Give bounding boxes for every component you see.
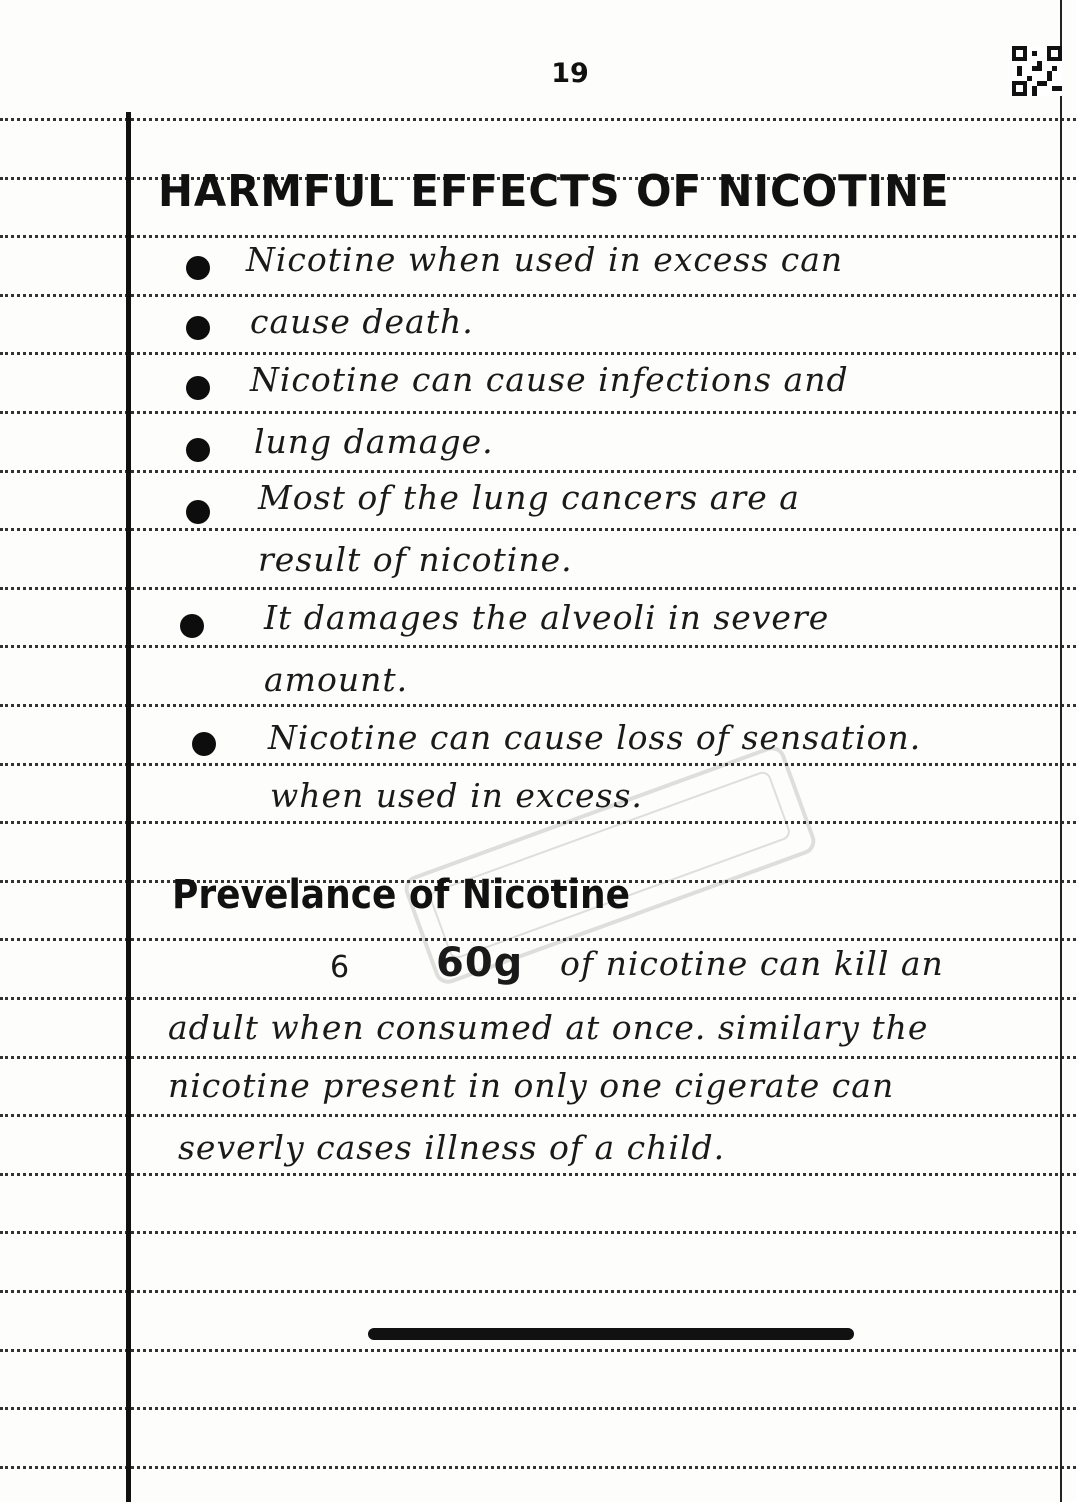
ruled-line	[0, 470, 1076, 473]
ruled-line	[0, 1407, 1076, 1410]
ruled-line	[0, 704, 1076, 707]
ruled-line	[0, 1231, 1076, 1234]
text-line: adult when consumed at once. similary the	[168, 1008, 929, 1047]
section-heading-prevalence: Prevelance of Nicotine	[172, 872, 631, 918]
ruled-line	[0, 528, 1076, 531]
bullet-point	[186, 376, 210, 400]
ruled-line	[0, 1466, 1076, 1469]
ruled-line	[0, 352, 1076, 355]
text-line: when used in excess.	[270, 776, 643, 815]
ruled-line	[0, 1114, 1076, 1117]
ruled-line	[0, 997, 1076, 1000]
text-line: cause death.	[250, 302, 474, 341]
bullet-point	[186, 256, 210, 280]
ruled-line	[0, 118, 1076, 121]
bullet-point	[186, 500, 210, 524]
ruled-line	[0, 294, 1076, 297]
text-line: Most of the lung cancers are a	[258, 478, 800, 517]
text-line: lung damage.	[254, 422, 494, 461]
text-line: It damages the alveoli in severe	[264, 598, 830, 637]
bullet-point	[180, 614, 204, 638]
ruled-line	[0, 1349, 1076, 1352]
ruled-line	[0, 1290, 1076, 1293]
ruled-line	[0, 411, 1076, 414]
ruled-line	[0, 235, 1076, 238]
end-underline	[368, 1328, 854, 1340]
lethal-dose-value: 60g	[436, 940, 524, 986]
page-edge	[1060, 0, 1062, 1502]
ruled-line	[0, 587, 1076, 590]
ruled-line	[0, 1173, 1076, 1176]
text-line: Nicotine when used in excess can	[246, 240, 844, 279]
ruled-line	[0, 645, 1076, 648]
struck-number: 6	[330, 950, 351, 985]
text-line: result of nicotine.	[258, 540, 573, 579]
text-line: Nicotine can cause loss of sensation.	[268, 718, 922, 757]
text-line: of nicotine can kill an	[560, 944, 944, 983]
section-heading-harmful-effects: HARMFUL EFFECTS OF NICOTINE	[158, 166, 950, 217]
ruled-line	[0, 1056, 1076, 1059]
ruled-line	[0, 763, 1076, 766]
bullet-point	[186, 438, 210, 462]
bullet-point	[186, 316, 210, 340]
text-line: nicotine present in only one cigerate can	[168, 1066, 895, 1105]
margin-line	[126, 112, 131, 1502]
text-line: severly cases illness of a child.	[178, 1128, 726, 1167]
page-number: 19	[551, 58, 589, 89]
qr-code-icon	[1012, 46, 1062, 96]
bullet-point	[192, 732, 216, 756]
text-line: Nicotine can cause infections and	[250, 360, 849, 399]
text-line: amount.	[264, 660, 409, 699]
